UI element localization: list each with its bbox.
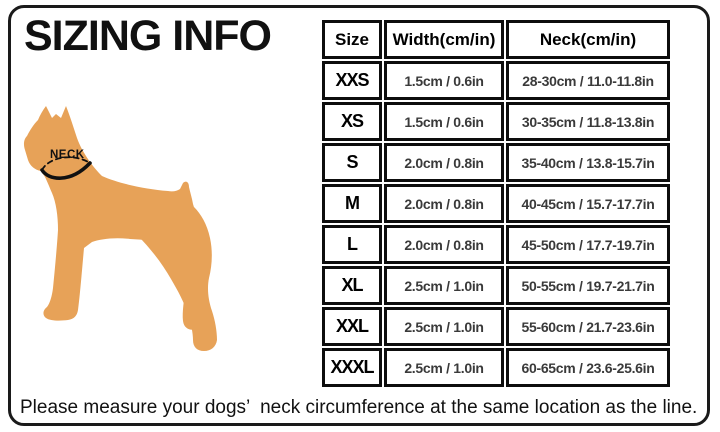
size-cell: S [322, 143, 382, 182]
width-cell: 1.5cm / 0.6in [384, 61, 504, 100]
width-cell: 2.5cm / 1.0in [384, 348, 504, 387]
size-cell: XXS [322, 61, 382, 100]
neck-cell: 60-65cm / 23.6-25.6in [506, 348, 670, 387]
size-cell: XS [322, 102, 382, 141]
page-title: SIZING INFO [24, 12, 271, 60]
neck-cell: 40-45cm / 15.7-17.7in [506, 184, 670, 223]
dog-silhouette [24, 106, 217, 351]
table-row [322, 266, 670, 305]
table-row [322, 225, 670, 264]
col-header-size: Size [322, 20, 382, 59]
neck-cell: 55-60cm / 21.7-23.6in [506, 307, 670, 346]
table-row [322, 102, 670, 141]
sizing-table [320, 18, 672, 389]
size-cell: XXL [322, 307, 382, 346]
neck-cell: 45-50cm / 17.7-19.7in [506, 225, 670, 264]
col-header-width: Width(cm/in) [384, 20, 504, 59]
col-header-neck: Neck(cm/in) [506, 20, 670, 59]
dog-neck-diagram [0, 90, 300, 400]
neck-label: NECK [50, 149, 85, 161]
width-cell: 2.0cm / 0.8in [384, 143, 504, 182]
table-row [322, 184, 670, 223]
neck-cell: 30-35cm / 11.8-13.8in [506, 102, 670, 141]
table-row [322, 348, 670, 387]
size-cell: XXXL [322, 348, 382, 387]
width-cell: 2.5cm / 1.0in [384, 266, 504, 305]
size-cell: L [322, 225, 382, 264]
table-row [322, 143, 670, 182]
neck-cell: 28-30cm / 11.0-11.8in [506, 61, 670, 100]
size-cell: M [322, 184, 382, 223]
width-cell: 2.5cm / 1.0in [384, 307, 504, 346]
width-cell: 2.0cm / 0.8in [384, 225, 504, 264]
width-cell: 1.5cm / 0.6in [384, 102, 504, 141]
measure-instruction: Please measure your dogs’ neck circumference at the same location as the line. [20, 397, 698, 418]
table-header-row [322, 20, 670, 59]
size-cell: XL [322, 266, 382, 305]
neck-cell: 35-40cm / 13.8-15.7in [506, 143, 670, 182]
table-row [322, 307, 670, 346]
width-cell: 2.0cm / 0.8in [384, 184, 504, 223]
neck-cell: 50-55cm / 19.7-21.7in [506, 266, 670, 305]
table-row [322, 61, 670, 100]
